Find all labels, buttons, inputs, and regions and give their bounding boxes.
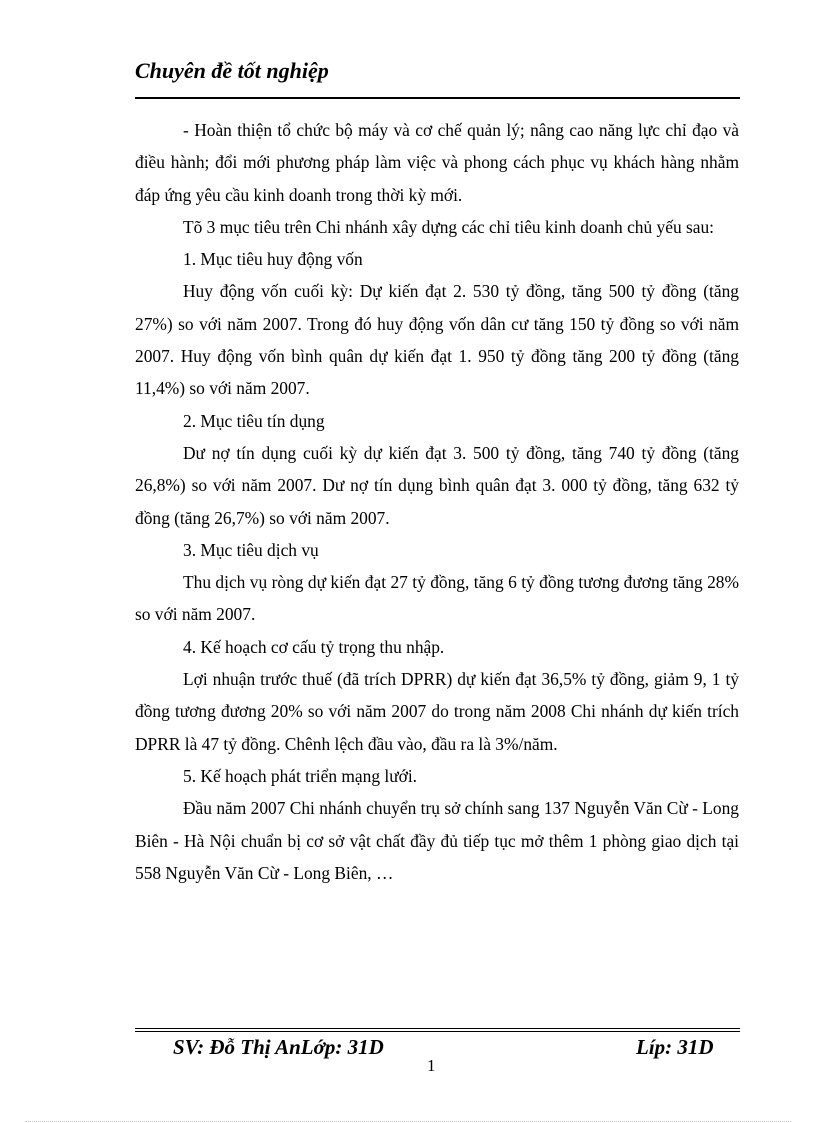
paragraph-income-structure: Lợi nhuận trước thuế (đã trích DPRR) dự kiến đạt 36,5% tỷ đồng, giảm 9, 1 tỷ đồng tương đương 20% so với năm 2007 do trong năm 2008 Chi nhánh dự kiến trích DPRR là 47 tỷ đồng. Chênh lệch đầu vào, đầu ra là 3%/năm.	[135, 669, 739, 754]
footer-class-info: Líp: 31D	[636, 1035, 714, 1059]
header-divider	[135, 97, 740, 99]
heading-service-target: 3. Mục tiêu dịch vụ	[183, 539, 319, 560]
footer-student-info: SV: Đỗ Thị AnLớp: 31D	[173, 1035, 384, 1059]
paragraph-service-target: Thu dịch vụ ròng dự kiến đạt 27 tỷ đồng, tăng 6 tỷ đồng tương đương tăng 28% so với năm 2007.	[135, 572, 739, 625]
paragraph-network-development: Đầu năm 2007 Chi nhánh chuyển trụ sở chính sang 137 Nguyễn Văn Cừ - Long Biên - Hà Nội chuẩn bị cơ sở vật chất đầy đủ tiếp tục mở thêm 1 phòng giao dịch tại 558 Nguyễn Văn Cừ - Long Biên, …	[135, 798, 739, 883]
heading-income-structure: 4. Kế hoạch cơ cấu tỷ trọng thu nhập.	[183, 636, 445, 657]
page-bottom-edge	[25, 1121, 791, 1122]
heading-capital-mobilization: 1. Mục tiêu huy động vốn	[183, 249, 363, 270]
heading-credit-target: 2. Mục tiêu tín dụng	[183, 410, 325, 431]
footer-divider	[135, 1028, 740, 1032]
paragraph-goal-management: - Hoàn thiện tổ chức bộ máy và cơ chế quản lý; nâng cao năng lực chỉ đạo và điều hành; đổi mới phương pháp làm việc và phong cách phục vụ khách hàng nhằm đáp ứng yêu cầu kinh doanh trong thời kỳ mới.	[135, 120, 739, 205]
document-body	[135, 114, 739, 889]
page-number: 1	[427, 1056, 436, 1075]
paragraph-intro-targets: Tõ 3 mục tiêu trên Chi nhánh xây dựng các chỉ tiêu kinh doanh chủ yếu sau:	[183, 216, 715, 237]
paragraph-credit-target: Dư nợ tín dụng cuối kỳ dự kiến đạt 3. 500 tỷ đồng, tăng 740 tỷ đồng (tăng 26,8%) so với năm 2007. Dư nợ tín dụng bình quân đạt 3. 000 tỷ đồng, tăng 632 tỷ đồng (tăng 26,7%) so với năm 2007.	[135, 442, 739, 528]
page-header-title: Chuyên đề tốt nghiệp	[135, 58, 329, 83]
heading-network-development: 5. Kế hoạch phát triển mạng lưới.	[183, 765, 418, 786]
paragraph-capital-mobilization: Huy động vốn cuối kỳ: Dự kiến đạt 2. 530 tỷ đồng, tăng 500 tỷ đồng (tăng 27%) so với năm 2007. Trong đó huy động vốn dân cư tăng 150 tỷ đồng so với năm 2007. Huy động vốn bình quân dự kiến đạt 1. 950 tỷ đồng tăng 200 tỷ đồng (tăng 11,4%) so với năm 2007.	[135, 281, 739, 399]
